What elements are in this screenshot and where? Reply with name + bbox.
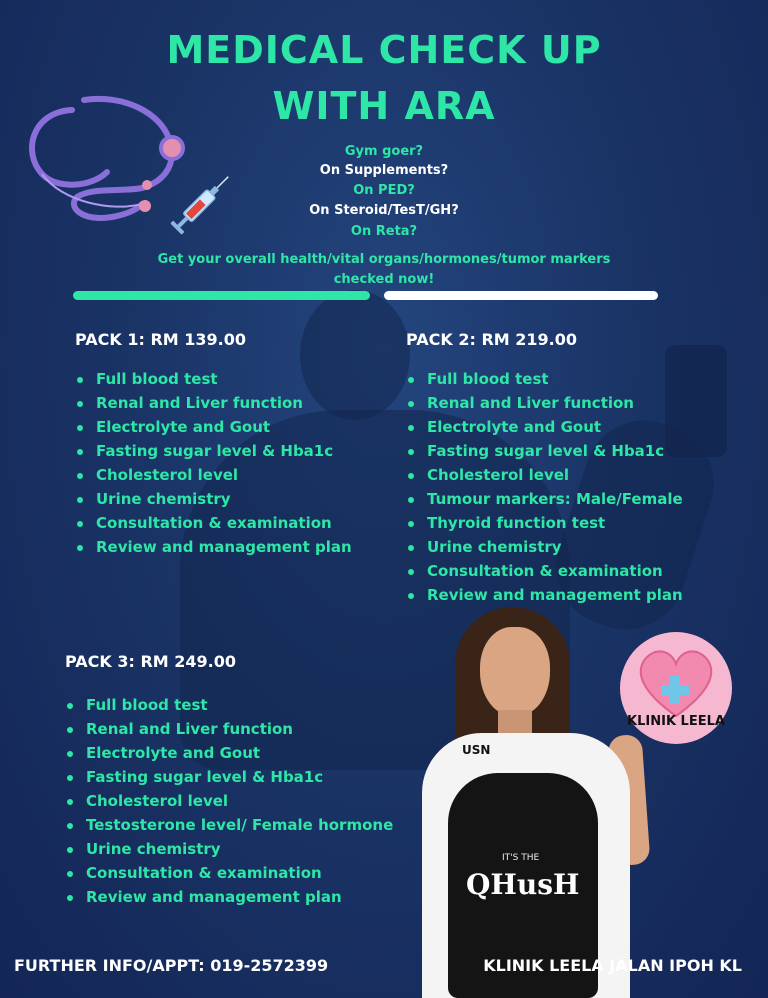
list-item: Tumour markers: Male/Female [406, 487, 683, 511]
list-item: Urine chemistry [406, 535, 683, 559]
pack-2-list [406, 367, 683, 607]
list-item: Thyroid function test [406, 511, 683, 535]
list-item: Consultation & examination [65, 861, 393, 885]
list-item: Electrolyte and Gout [75, 415, 352, 439]
pack-1-list [75, 367, 352, 559]
list-item: Fasting sugar level & Hba1c [75, 439, 352, 463]
list-item: Cholesterol level [65, 789, 393, 813]
list-item: Consultation & examination [406, 559, 683, 583]
clinic-logo [620, 632, 732, 744]
pack-2-title: PACK 2: RM 219.00 [406, 330, 578, 349]
list-item: Renal and Liver function [406, 391, 683, 415]
footer-contact: FURTHER INFO/APPT: 019-2572399 [14, 956, 329, 975]
title-line-1: MEDICAL CHECK UP [166, 28, 602, 72]
cta-line-2: checked now! [333, 272, 435, 287]
clinic-logo-text: KLINIK LEELA [627, 714, 725, 729]
divider-bar-green [73, 291, 370, 300]
list-item: Urine chemistry [75, 487, 352, 511]
tagline-2: On Supplements? [319, 163, 449, 178]
list-item: Electrolyte and Gout [406, 415, 683, 439]
list-item: Full blood test [75, 367, 352, 391]
list-item: Fasting sugar level & Hba1c [65, 765, 393, 789]
footer-location: KLINIK LEELA JALAN IPOH KL [483, 956, 742, 975]
pack-3-list [65, 693, 393, 909]
list-item: Full blood test [406, 367, 683, 391]
list-item: Review and management plan [65, 885, 393, 909]
shirt-big-text: QHusH [466, 868, 580, 901]
list-item: Urine chemistry [65, 837, 393, 861]
list-item: Consultation & examination [75, 511, 352, 535]
tagline-1: Gym goer? [344, 144, 424, 159]
cta-line-1: Get your overall health/vital organs/hormones/tumor markers [157, 252, 611, 267]
list-item: Full blood test [65, 693, 393, 717]
list-item: Renal and Liver function [65, 717, 393, 741]
list-item: Review and management plan [75, 535, 352, 559]
list-item: Renal and Liver function [75, 391, 352, 415]
person-face [480, 627, 550, 717]
list-item: Cholesterol level [75, 463, 352, 487]
tagline-4: On Steroid/TesT/GH? [309, 203, 459, 218]
list-item: Electrolyte and Gout [65, 741, 393, 765]
pack-3-title: PACK 3: RM 249.00 [65, 652, 237, 671]
heart-plus-icon [632, 642, 720, 722]
tagline-5: On Reta? [350, 224, 418, 239]
list-item: Fasting sugar level & Hba1c [406, 439, 683, 463]
divider-bar-white [384, 291, 658, 300]
shirt-brand: USN [462, 743, 491, 757]
list-item: Cholesterol level [406, 463, 683, 487]
tagline-3: On PED? [353, 183, 415, 198]
title-line-2: WITH ARA [272, 84, 496, 128]
pack-1-title: PACK 1: RM 139.00 [75, 330, 247, 349]
list-item: Review and management plan [406, 583, 683, 607]
shirt-small-text: IT'S THE [502, 853, 540, 863]
list-item: Testosterone level/ Female hormone [65, 813, 393, 837]
